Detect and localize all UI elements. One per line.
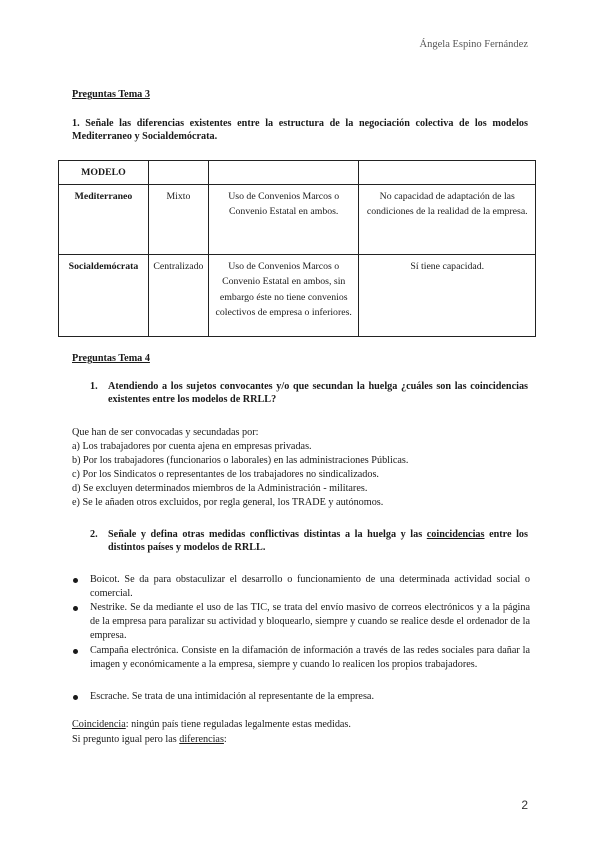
bullet-text: Boicot. Se da para obstaculizar el desarrollo o funcionamiento de una determinada actividad social o comercial.: [90, 574, 530, 600]
answer-block: [72, 426, 532, 510]
bullet-item: [90, 573, 530, 601]
bullet-dot-icon: [73, 649, 78, 654]
table-cell-type: Mixto: [148, 185, 208, 255]
table-row: [59, 255, 536, 337]
table-header-empty: [359, 161, 536, 185]
question-number: 1.: [72, 118, 80, 129]
answer-item: c) Por los Sindicatos o representantes de los trabajadores no sindicalizados.: [72, 469, 379, 481]
table-cell-capacidad: No capacidad de adaptación de las condiciones de la realidad de la empresa.: [359, 185, 536, 255]
answer-item: b) Por los trabajadores (funcionarios o laborales) en las administraciones Públicas.: [72, 455, 409, 467]
coincidence-text: : ningún país tiene reguladas legalmente estas medidas.: [125, 719, 351, 730]
models-table: [58, 160, 536, 337]
bullet-text: Escrache. Se trata de una intimidación al representante de la empresa.: [90, 691, 374, 702]
answer-item: a) Los trabajadores por cuenta ajena en empresas privadas.: [72, 441, 312, 453]
bullet-text: Nestrike. Se da mediante el uso de las TIC, se trata del envío masivo de correos electrónicos y a la página de la empresa para paralizar su actividad y bloquearlo, siempre y cuando se realice desde el ordenador de la empresa.: [90, 602, 530, 642]
table-cell-type: Centralizado: [148, 255, 208, 337]
page-number: 2: [521, 798, 528, 812]
section-title-tema-3: Preguntas Tema 3: [72, 89, 150, 100]
answer-item: d) Se excluyen determinados miembros de la Administración - militares.: [72, 483, 368, 495]
table-header-empty: [208, 161, 359, 185]
coincidence-label: Coincidencia: [72, 719, 126, 730]
table-header-model: MODELO: [59, 161, 149, 185]
section-title-tema-4: Preguntas Tema 4: [72, 353, 150, 364]
table-cell-model: Mediterraneo: [59, 185, 149, 255]
bullet-item: [90, 690, 530, 704]
table-row: [59, 185, 536, 255]
table-cell-capacidad: Sí tiene capacidad.: [359, 255, 536, 337]
question-4-2: [90, 528, 528, 555]
differences-line: [72, 733, 532, 747]
question-text: Señale las diferencias existentes entre la estructura de la negociación colectiva de los modelos Mediterraneo y Socialdemócrata.: [72, 118, 528, 143]
table-cell-convenios: Uso de Convenios Marcos o Convenio Estatal en ambos, sin embargo éste no tiene convenios colectivos de empresa o inferiores.: [208, 255, 359, 337]
table-cell-model: Socialdemócrata: [59, 255, 149, 337]
answer-intro: Que han de ser convocadas y secundadas por:: [72, 427, 259, 438]
bullet-dot-icon: [73, 695, 78, 700]
bullet-item: [90, 644, 530, 672]
question-text-underlined: coincidencias: [426, 529, 485, 540]
question-number: 2.: [90, 529, 98, 540]
bullet-item: [90, 601, 530, 643]
bullet-dot-icon: [73, 578, 78, 583]
question-text: Atendiendo a los sujetos convocantes y/o que secundan la huelga ¿cuáles son las coincidencias existentes entre los modelos de RRLL?: [108, 381, 528, 406]
question-3-1: [72, 117, 528, 144]
bullet-text: Campaña electrónica. Consiste en la difamación de información a través de las redes sociales para dañar la imagen y económicamente a la empresa, siempre y cuando lo realicen los propios trabajadores.: [90, 645, 530, 671]
table-cell-convenios: Uso de Convenios Marcos o Convenio Estatal en ambos.: [208, 185, 359, 255]
question-4-1: [90, 380, 528, 407]
differences-text: Si pregunto igual pero las: [72, 734, 180, 745]
differences-text: :: [223, 734, 227, 745]
question-text: Señale y defina otras medidas conflictivas distintas a la huelga y las: [108, 529, 427, 540]
bullet-dot-icon: [73, 606, 78, 611]
coincidence-line: [72, 718, 532, 732]
question-text: entre los distintos países y modelos de RRLL.: [108, 529, 528, 554]
table-header-empty: [148, 161, 208, 185]
author-name: Ángela Espino Fernández: [419, 39, 528, 50]
answer-item: e) Se le añaden otros excluidos, por regla general, los TRADE y autónomos.: [72, 497, 384, 509]
question-number: 1.: [90, 381, 98, 392]
differences-underlined: diferencias: [179, 734, 224, 745]
table-header-row: [59, 161, 536, 185]
